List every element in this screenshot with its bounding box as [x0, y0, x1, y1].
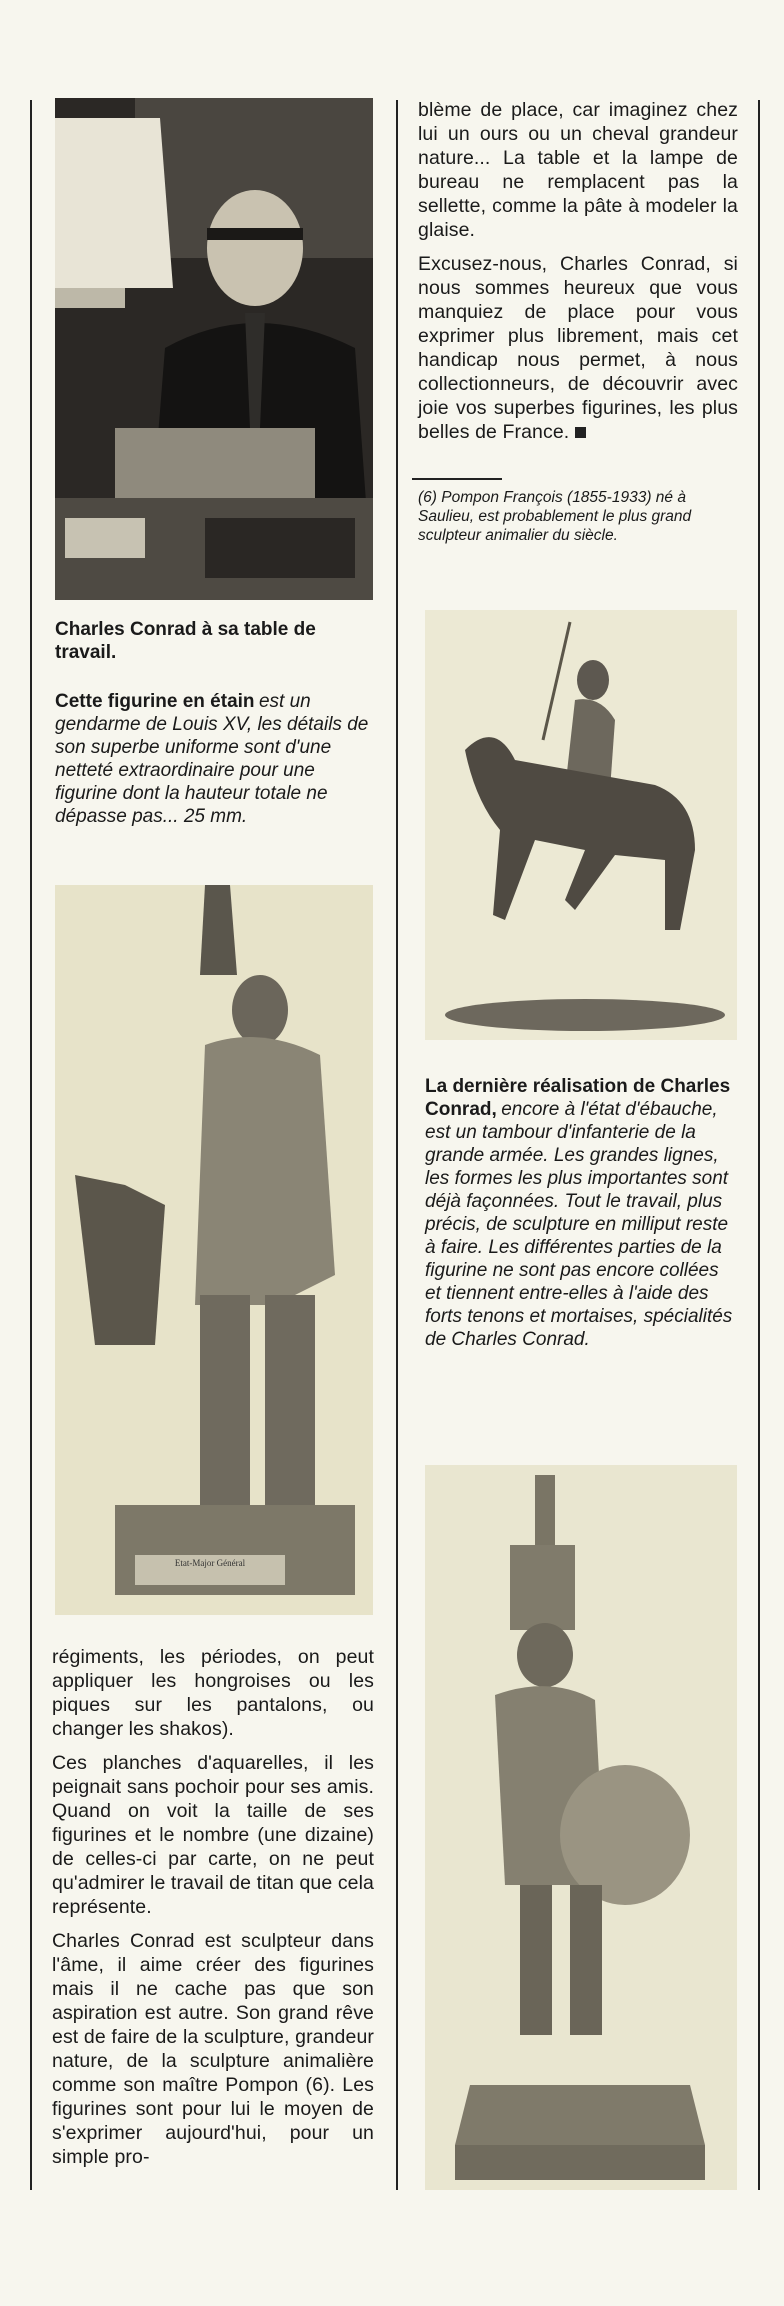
right-paragraph-1: blème de place, car imaginez chez lui un ours ou un cheval grandeur nature... La table et la lampe de bureau ne remplacent pas la sellette, comme la pâte à modeler la glaise. [418, 99, 738, 241]
portrait-photo-icon [55, 98, 373, 600]
left-paragraph-2: Ces planches d'aquarelles, il les peignait sans pochoir pour ses amis. Quand on voit la taille de ses figurines et le nombre (une dizaine) de celles-ci par carte, on ne peut qu'admirer le travail de titan que cela représente. [52, 1752, 374, 1918]
gendarme-figurine-photo [55, 885, 373, 1615]
gendarme-figure-icon [55, 885, 373, 1615]
left-body-text [52, 1645, 374, 2179]
right-body-text [418, 98, 738, 454]
caption-tambour-bold: La dernière réalisation de Charles Conrad, [425, 1076, 731, 1120]
caption-gendarme-italic: est un gendarme de Louis XV, les détails de son superbe uniforme sont d'une netteté extraordinaire pour une figurine dont la hauteur totale ne dépasse pas... 25 mm. [55, 691, 369, 827]
footnote: (6) Pompon François (1855-1933) né à Saulieu, est probablement le plus grand sculpteur animalier du siècle. [418, 489, 692, 544]
left-paragraph-1: régiments, les périodes, on peut appliquer les hongroises ou les piques sur les pantalons, ou changer les shakos). [52, 1646, 374, 1740]
right-paragraph-2: Excusez-nous, Charles Conrad, si nous sommes heureux que vous manquiez de place pour vous exprimer plus librement, mais cet handicap nous permet, à nous collectionneurs, de découvrir avec joie vos superbes figurines, les plus belles de France. [418, 253, 738, 443]
right-column-rule [758, 100, 760, 2190]
caption-tambour [425, 1075, 737, 1351]
caption-gendarme-bold: Cette figurine en étain [55, 691, 255, 712]
left-paragraph-3: Charles Conrad est sculpteur dans l'âme, il aime créer des figurines mais il ne cache pas que son aspiration est autre. Son grand rêve est de faire de la sculpture, grandeur nature, de la sculpture animalière comme son maître Pompon (6). Les figurines sont pour lui le moyen de s'exprimer aujourd'hui, pour un simple pro- [52, 1930, 374, 2168]
right-paragraph-2-wrap [418, 252, 738, 444]
footnote-rule [412, 478, 502, 480]
horseman-figurine-photo [425, 610, 737, 1040]
middle-column-rule [396, 100, 398, 2190]
drummer-figure-icon [425, 1465, 737, 2190]
horseman-figure-icon [425, 610, 737, 1040]
drummer-figurine-photo [425, 1465, 737, 2190]
caption-gendarme [55, 690, 373, 828]
end-mark-icon [575, 427, 586, 438]
plaque-text: Etat-Major Général [174, 1558, 246, 1568]
caption-conrad: Charles Conrad à sa table de travail. [55, 619, 316, 663]
caption-tambour-italic: encore à l'état d'ébauche, est un tambour d'infanterie de la grande armée. Les grandes lignes, les formes les plus importantes sont déjà façonnées. Tout le travail, plus précis, de sculpture en milliput reste à faire. Les différentes parties de la figurine ne sont pas encore collées et tiennent entre-elles à l'aide des forts tenons et mortaises, spécialités de Charles Conrad. [425, 1099, 733, 1350]
left-column-rule [30, 100, 32, 2190]
conrad-portrait-photo [55, 98, 373, 600]
